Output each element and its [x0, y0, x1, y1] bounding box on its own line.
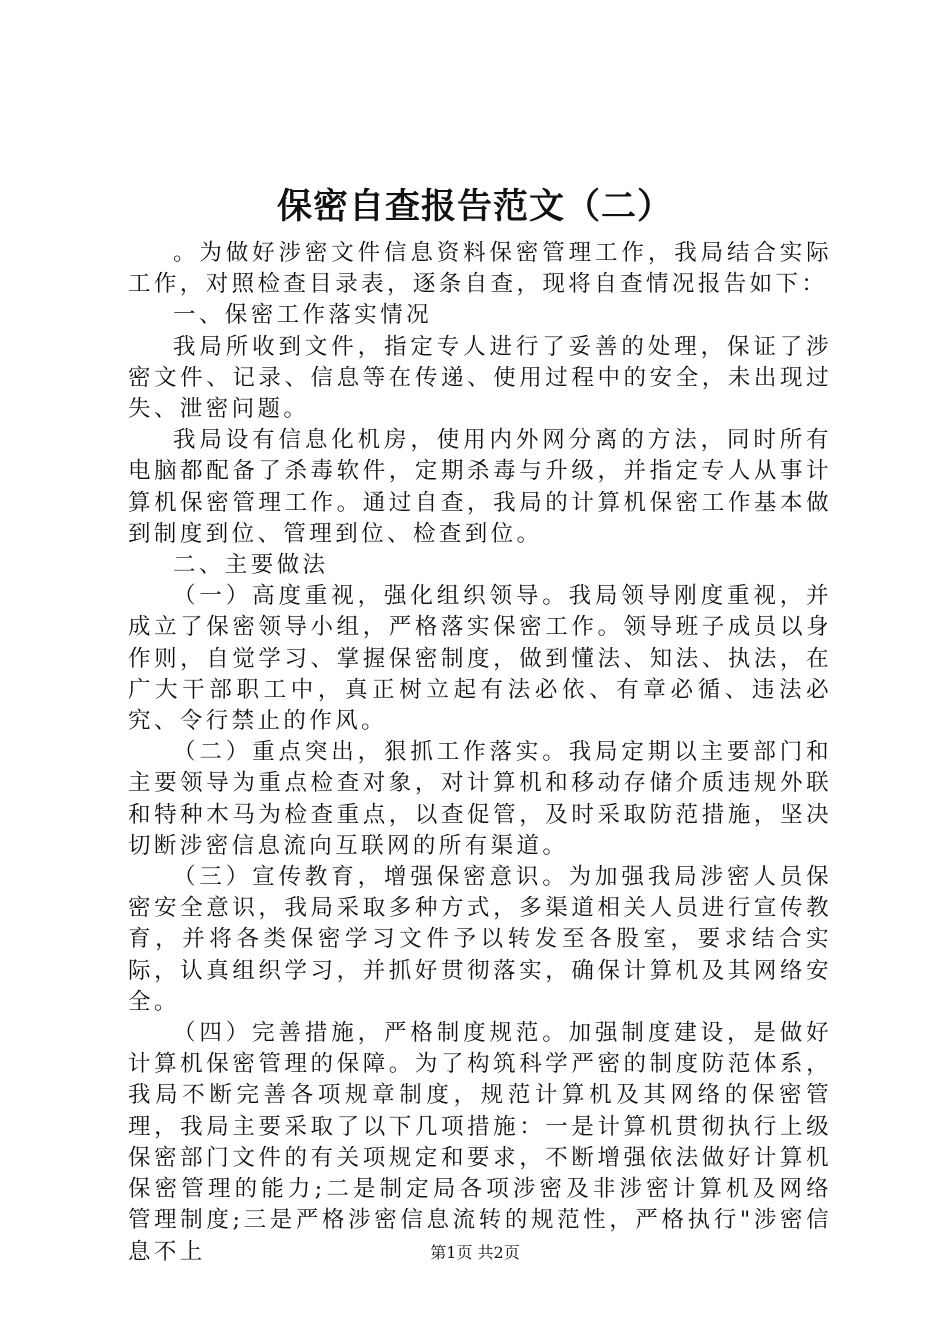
- paragraph: （三）宣传教育，增强保密意识。为加强我局涉密人员保密安全意识，我局采取多种方式，多渠道相关人员进行宣传教育，并将各类保密学习文件予以转发至各股室，要求结合实际，认真组织学习，并抓好贯彻落实，确保计算机及其网络安全。: [128, 864, 832, 1015]
- paragraph: （四）完善措施，严格制度规范。加强制度建设，是做好计算机保密管理的保障。为了构筑科学严密的制度防范体系，我局不断完善各项规章制度，规范计算机及其网络的保密管理，我局主要采取了以下几项措施：一是计算机贯彻执行上级保密部门文件的有关项规定和要求，不断增强依法做好计算机保密管理的能力;二是制定局各项涉密及非涉密计算机及网络管理制度;三是严格涉密信息流转的规范性，严格执行"涉密信息不上: [128, 1020, 832, 1265]
- page-number-footer: 第1页 共2页: [430, 1243, 520, 1262]
- section-heading-1: 一、保密工作落实情况: [173, 302, 433, 329]
- document-body: [128, 238, 832, 1268]
- paragraph: （一）高度重视，强化组织领导。我局领导刚度重视，并成立了保密领导小组，严格落实保密工作。领导班子成员以身作则，自觉学习、掌握保密制度，做到懂法、知法、执法，在广大干部职工中，真正树立起有法必依、有章必循、违法必究、令行禁止的作风。: [128, 583, 832, 735]
- paragraph-intro: 。为做好涉密文件信息资料保密管理工作，我局结合实际工作，对照检查目录表，逐条自查，现将自查情况报告如下：: [128, 240, 832, 298]
- paragraph: （二）重点突出，狠抓工作落实。我局定期以主要部门和主要领导为重点检查对象，对计算机和移动存储介质违规外联和特种木马为检查重点，以查促管，及时采取防范措施，坚决切断涉密信息流向互联网的所有渠道。: [128, 739, 832, 859]
- paragraph: 我局设有信息化机房，使用内外网分离的方法，同时所有电脑都配备了杀毒软件，定期杀毒与升级，并指定专人从事计算机保密管理工作。通过自查，我局的计算机保密工作基本做到制度到位、管理到位、检查到位。: [128, 427, 832, 547]
- section-heading-2: 二、主要做法: [173, 552, 329, 579]
- document-title: 保密自查报告范文（二）: [276, 186, 673, 227]
- paragraph: 我局所收到文件，指定专人进行了妥善的处理，保证了涉密文件、记录、信息等在传递、使用过程中的安全，未出现过失、泄密问题。: [128, 333, 832, 423]
